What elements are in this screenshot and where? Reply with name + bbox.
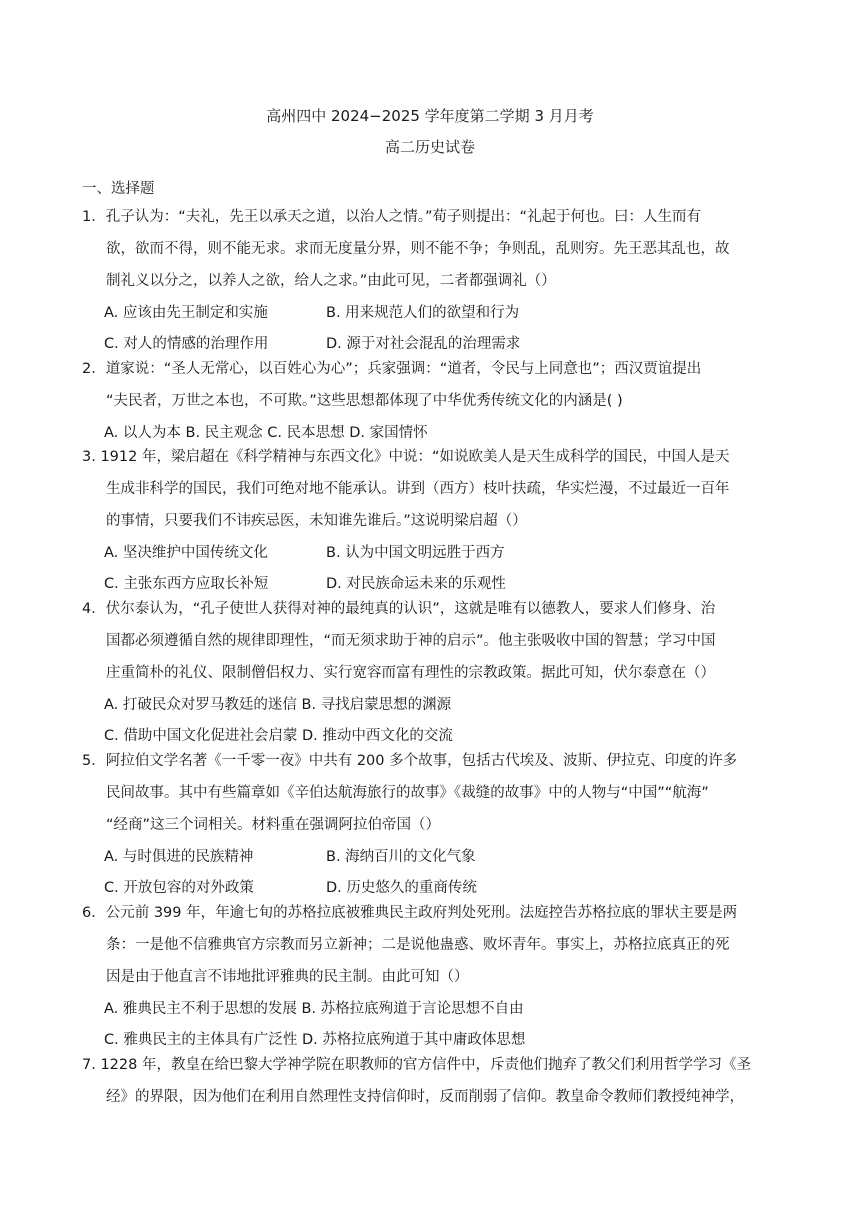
option-c[interactable]: C. 对人的情感的治理作用 [104, 336, 269, 352]
question-2 [82, 359, 772, 454]
question-line: 因是由于他直言不讳地批评雅典的民主制。由此可知（） [106, 969, 469, 985]
option-row [82, 847, 772, 878]
option-row [82, 303, 772, 334]
question-5 [82, 751, 772, 909]
question-line: 生成非科学的国民，我们可绝对地不能承认。讲到（西方）枝叶扶疏，华实烂漫，不过最近一百年 [106, 481, 730, 497]
question-line: 2．道家说：“圣人无常心，以百姓心为心”；兵家强调：“道者，令民与上同意也”；西汉贾谊提出 [82, 361, 702, 377]
option-a[interactable]: A. 坚决维护中国传统文化 [104, 545, 268, 561]
exam-subtitle: 高二历史试卷 [384, 138, 475, 156]
options-ab[interactable]: A. 雅典民主不利于思想的发展 B. 苏格拉底殉道于言论思想不自由 [104, 1001, 524, 1017]
question-line: 欲，欲而不得，则不能无求。求而无度量分界，则不能不争；争则乱，乱则穷。先王恶其乱也，故 [106, 241, 730, 257]
question-line: 民间故事。其中有些篇章如《辛伯达航海旅行的故事》《裁缝的故事》中的人物与“中国”“航海” [106, 785, 709, 801]
question-line: 7. 1228 年，教皇在给巴黎大学神学院在职教师的官方信件中，斥责他们抛弃了教父们利用哲学学习《圣 [82, 1057, 751, 1073]
question-line: 条：一是他不信雅典官方宗教而另立新神；二是说他蛊惑、败坏青年。事实上，苏格拉底真正的死 [106, 937, 730, 953]
option-d[interactable]: D. 源于对社会混乱的治理需求 [326, 336, 521, 352]
question-line: 3. 1912 年，梁启超在《科学精神与东西文化》中说：“如说欧美人是天生成科学的国民，中国人是天 [82, 449, 730, 465]
option-b[interactable]: B. 海纳百川的文化气象 [326, 849, 476, 865]
question-7 [82, 1055, 772, 1119]
option-c[interactable]: C. 开放包容的对外政策 [104, 880, 254, 896]
question-line: “夫民者，万世之本也，不可欺。”这些思想都体现了中华优秀传统文化的内涵是( ) [106, 393, 623, 409]
options-ab[interactable]: A. 打破民众对罗马教廷的迷信 B. 寻找启蒙思想的渊源 [104, 697, 452, 713]
question-line: 1．孔子认为：“夫礼，先王以承天之道，以治人之情。”荀子则提出：“礼起于何也。曰：人生而有 [82, 209, 702, 225]
options-inline[interactable]: A. 以人为本 B. 民主观念 C. 民本思想 D. 家国情怀 [104, 425, 428, 441]
question-line: 经》的界限，因为他们在利用自然理性支持信仰时，反而削弱了信仰。教皇命令教师们教授纯神学， [106, 1089, 744, 1105]
option-d[interactable]: D. 对民族命运未来的乐观性 [326, 576, 506, 592]
question-3 [82, 447, 772, 605]
option-a[interactable]: A. 与时俱进的民族精神 [104, 849, 254, 865]
question-1 [82, 207, 772, 365]
option-row [82, 999, 772, 1030]
options-cd[interactable]: C. 借助中国文化促进社会启蒙 D. 推动中西文化的交流 [104, 728, 453, 744]
option-b[interactable]: B. 用来规范人们的欲望和行为 [326, 305, 520, 321]
section-heading: 一、选择题 [82, 181, 155, 197]
question-line: 5．阿拉伯文学名著《一千零一夜》中共有 200 多个故事，包括古代埃及、波斯、伊拉克、印度的许多 [82, 753, 738, 769]
options-cd[interactable]: C. 雅典民主的主体具有广泛性 D. 苏格拉底殉道于其中庸政体思想 [104, 1032, 526, 1048]
question-line: “经商”这三个词相关。材料重在强调阿拉伯帝国（） [106, 817, 441, 833]
option-row [82, 543, 772, 574]
question-line: 6．公元前 399 年，年逾七旬的苏格拉底被雅典民主政府判处死刑。法庭控告苏格拉底的罪状主要是两 [82, 905, 738, 921]
option-c[interactable]: C. 主张东西方应取长补短 [104, 576, 269, 592]
question-line: 的事情，只要我们不讳疾忌医，未知谁先谁后。”这说明梁启超（） [106, 513, 527, 529]
exam-title: 高州四中 2024−2025 学年度第二学期 3 月月考 [266, 107, 594, 125]
question-line: 4．伏尔泰认为，“孔子使世人获得对神的最纯真的认识”，这就是唯有以德教人，要求人们修身、治 [82, 601, 716, 617]
question-6 [82, 903, 772, 1061]
option-d[interactable]: D. 历史悠久的重商传统 [326, 880, 477, 896]
question-4 [82, 599, 772, 757]
question-line: 制礼义以分之，以养人之欲，给人之求。”由此可见，二者都强调礼（） [106, 273, 556, 289]
question-line: 国都必须遵循自然的规律即理性，“而无须求助于神的启示”。他主张吸收中国的智慧；学习中国 [106, 633, 716, 649]
option-a[interactable]: A. 应该由先王制定和实施 [104, 305, 268, 321]
option-row [82, 695, 772, 726]
option-b[interactable]: B. 认为中国文明远胜于西方 [326, 545, 505, 561]
question-line: 庄重简朴的礼仪、限制僧侣权力、实行宽容而富有理性的宗教政策。据此可知，伏尔泰意在（） [106, 665, 715, 681]
